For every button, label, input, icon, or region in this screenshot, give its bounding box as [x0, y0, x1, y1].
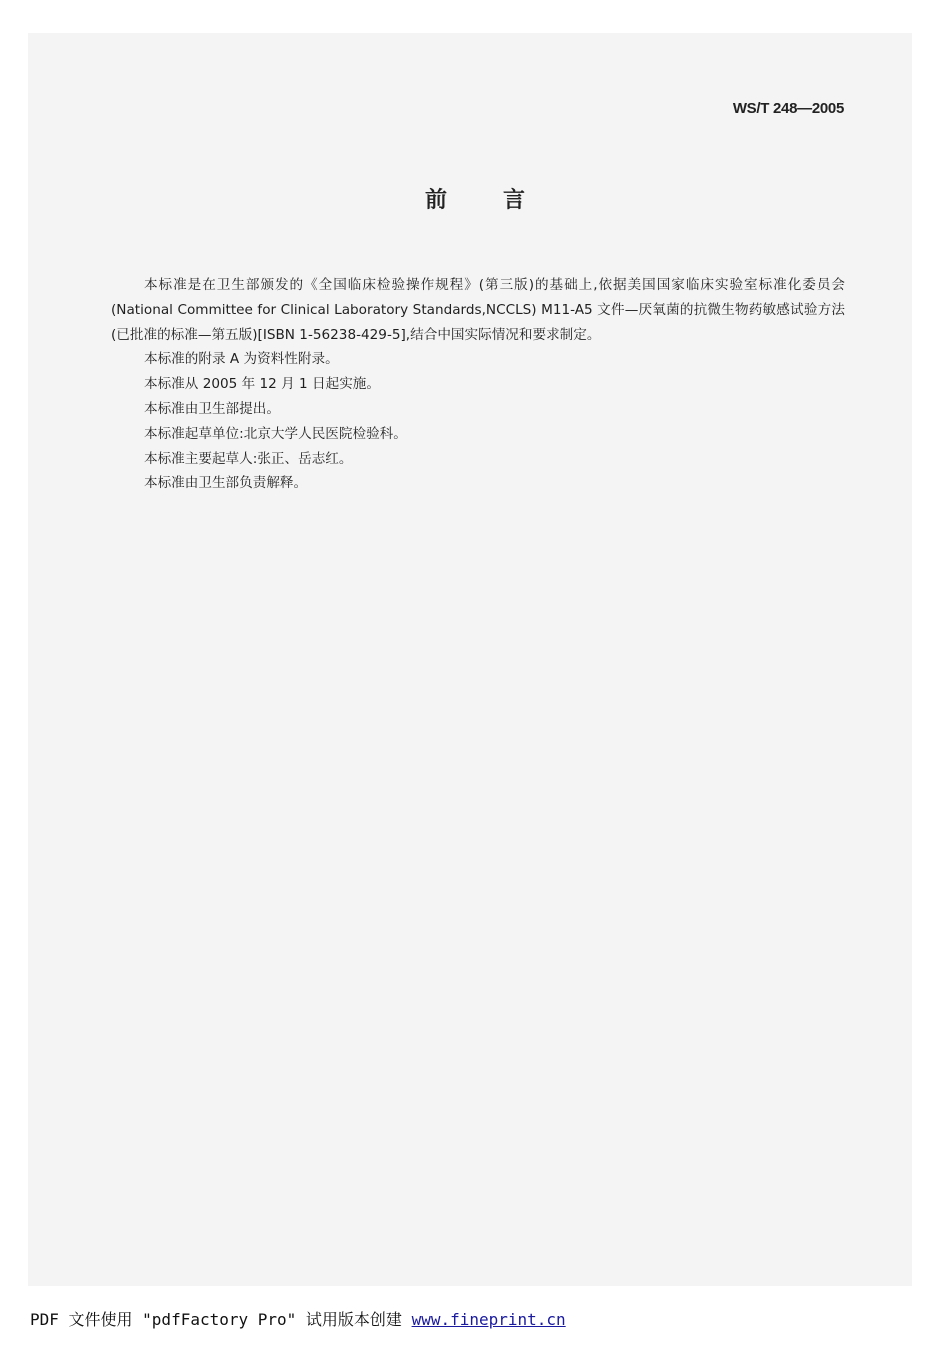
title-char-2: 言	[503, 188, 526, 213]
paragraph-drafters: 本标准主要起草人:张正、岳志红。	[144, 450, 353, 467]
scanned-page	[28, 33, 912, 1286]
paragraph-effective-date: 本标准从 2005 年 12 月 1 日起实施。	[144, 376, 380, 393]
pdf-footer	[30, 1307, 566, 1330]
paragraph-appendix: 本标准的附录 A 为资料性附录。	[144, 351, 339, 368]
page-title	[0, 183, 950, 214]
title-char-1: 前	[424, 188, 447, 213]
paragraph-proposer: 本标准由卫生部提出。	[144, 400, 280, 417]
paragraph-drafting-unit: 本标准起草单位:北京大学人民医院检验科。	[144, 425, 407, 442]
paragraph-interpretation: 本标准由卫生部负责解释。	[144, 475, 308, 492]
fineprint-link[interactable]: www.fineprint.cn	[411, 1310, 566, 1329]
foreword-body	[111, 273, 845, 496]
footer-text: PDF 文件使用 "pdfFactory Pro" 试用版本创建	[30, 1310, 412, 1329]
paragraph-basis: 本标准是在卫生部颁发的《全国临床检验操作规程》(第三版)的基础上,依据美国国家临床实验室标准化委员会(National Committee for Clinical Laboratory Standards,NCCLS) M11-A5 文件—厌氧菌的抗微生物药敏感试验方法(已批准的标准—第五版)[ISBN 1-56238-429-5],结合中国实际情况和要求制定。	[111, 277, 845, 343]
standard-code: WS/T 248—2005	[732, 100, 844, 117]
